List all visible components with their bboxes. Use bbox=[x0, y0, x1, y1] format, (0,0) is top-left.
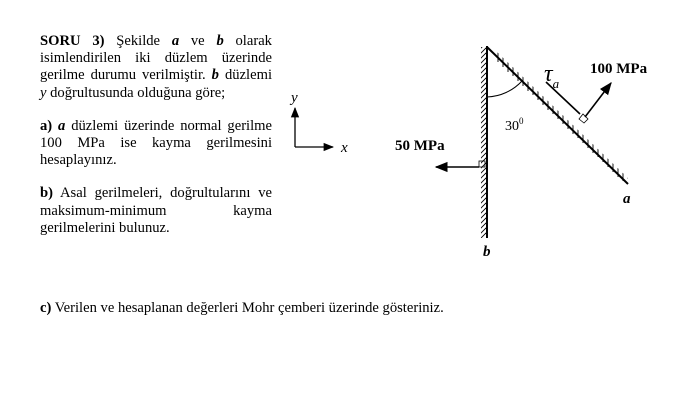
stress-on-b bbox=[395, 138, 485, 167]
stress-a-label: 100 MPa bbox=[590, 61, 648, 77]
angle-arc bbox=[487, 81, 522, 97]
coordinate-axes bbox=[289, 90, 348, 156]
plane-b bbox=[479, 40, 491, 260]
question-intro: SORU 3) Şekilde a ve b olarak isimlendirilen iki düzlem üzerinde gerilme durumu verilmiştir. b düzlemi y doğrultusunda olduğuna göre; bbox=[40, 33, 272, 101]
plane-a-label: a bbox=[623, 191, 631, 207]
normal-stress-a-arrow bbox=[585, 83, 611, 117]
part-c: c) Verilen ve hesaplanan değerleri Mohr çemberi üzerinde gösteriniz. bbox=[40, 300, 444, 316]
angle-value: $30^0$ bbox=[505, 116, 524, 134]
angle-marker bbox=[487, 81, 524, 134]
question-number: SORU 3) bbox=[40, 33, 105, 49]
x-axis-label: x bbox=[341, 140, 348, 156]
plane-b-label: b bbox=[483, 244, 491, 260]
stress-on-a bbox=[579, 61, 648, 123]
tau-label: $\tau_a$ bbox=[544, 61, 560, 91]
part-a: a) a düzlemi üzerinde normal gerilme 100 MPa ise kayma gerilmesini hesaplayınız. bbox=[40, 117, 272, 169]
stress-b-label: 50 MPa bbox=[395, 138, 445, 154]
shear-on-a bbox=[544, 61, 580, 114]
y-axis-label: y bbox=[291, 90, 298, 106]
part-b: b) Asal gerilmeleri, doğrultularını ve maksimum-minimum kayma gerilmelerini bulunuz. bbox=[40, 185, 272, 236]
